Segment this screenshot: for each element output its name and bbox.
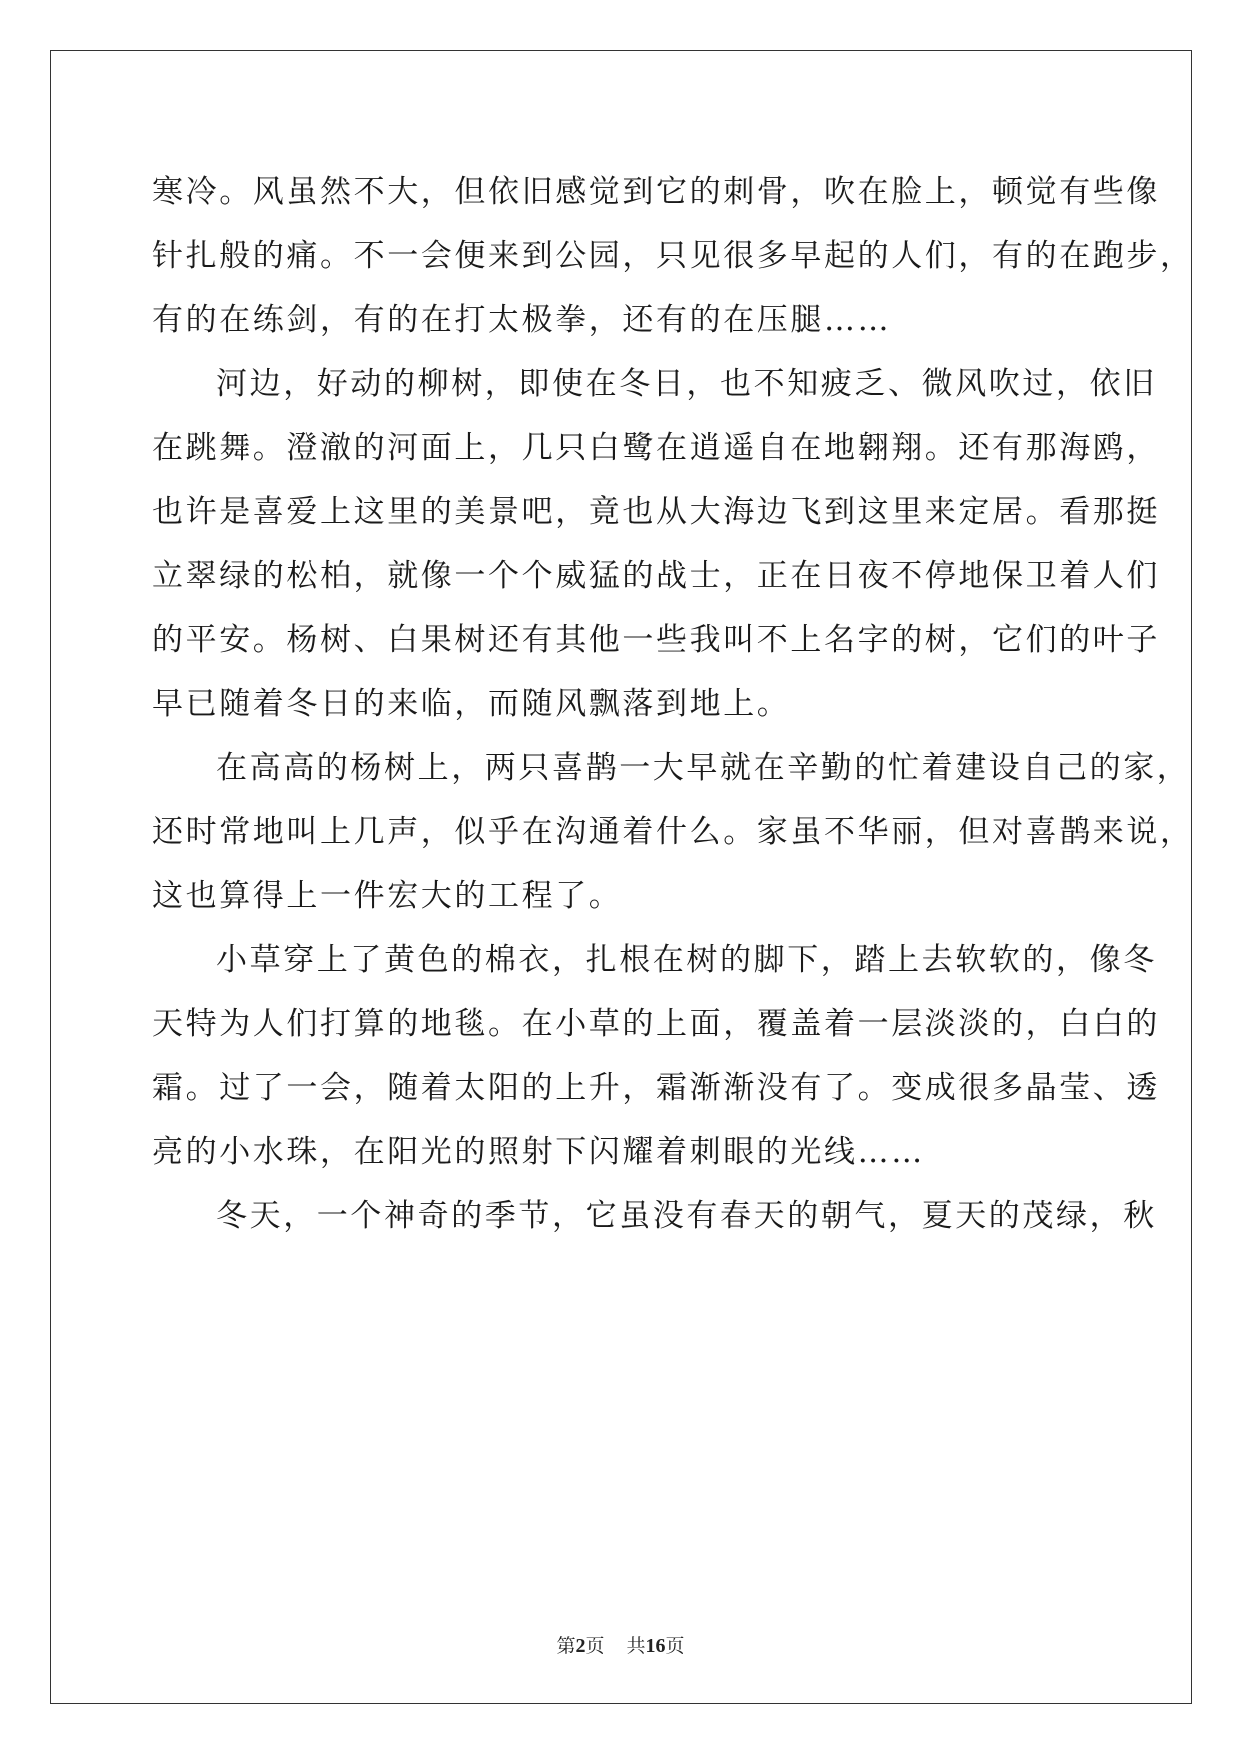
- text-line: 寒冷。风虽然不大，但依旧感觉到它的刺骨，吹在脸上，顿觉有些像: [152, 174, 1160, 210]
- total-unit: 页: [665, 1636, 685, 1657]
- paragraph-start-line: 冬天，一个神奇的季节，它虽没有春天的朝气，夏天的茂绿，秋: [216, 1198, 1157, 1234]
- text-line: 有的在练剑，有的在打太极拳，还有的在压腿……: [152, 302, 892, 338]
- text-line: 在跳舞。澄澈的河面上，几只白鹭在逍遥自在地翱翔。还有那海鸥，: [152, 430, 1160, 466]
- text-line: 针扎般的痛。不一会便来到公园，只见很多早起的人们，有的在跑步，: [152, 238, 1194, 274]
- text-line: 立翠绿的松柏，就像一个个威猛的战士，正在日夜不停地保卫着人们: [152, 558, 1160, 594]
- text-line: 的平安。杨树、白果树还有其他一些我叫不上名字的树，它们的叶子: [152, 622, 1160, 658]
- paragraph-start-line: 小草穿上了黄色的棉衣，扎根在树的脚下，踏上去软软的，像冬: [216, 942, 1157, 978]
- page-prefix: 第: [556, 1636, 576, 1657]
- paragraph-start-line: 河边，好动的柳树，即使在冬日，也不知疲乏、微风吹过，依旧: [216, 366, 1157, 402]
- page-footer: [0, 1631, 1241, 1658]
- text-line: 天特为人们打算的地毯。在小草的上面，覆盖着一层淡淡的，白白的: [152, 1006, 1160, 1042]
- text-line: 也许是喜爱上这里的美景吧，竟也从大海边飞到这里来定居。看那挺: [152, 494, 1160, 530]
- text-line: 霜。过了一会，随着太阳的上升，霜渐渐没有了。变成很多晶莹、透: [152, 1070, 1160, 1106]
- paragraph-start-line: 在高高的杨树上，两只喜鹊一大早就在辛勤的忙着建设自己的家，: [216, 750, 1191, 786]
- total-prefix: 共: [626, 1636, 646, 1657]
- text-line: 亮的小水珠，在阳光的照射下闪耀着刺眼的光线……: [152, 1134, 925, 1170]
- text-line: 这也算得上一件宏大的工程了。: [152, 878, 623, 914]
- text-line: 还时常地叫上几声，似乎在沟通着什么。家虽不华丽，但对喜鹊来说，: [152, 814, 1194, 850]
- page-number: 2: [575, 1635, 586, 1657]
- page-unit: 页: [585, 1636, 605, 1657]
- document-body: [152, 160, 1194, 1248]
- page-total: 16: [645, 1635, 666, 1657]
- text-line: 早已随着冬日的来临，而随风飘落到地上。: [152, 686, 791, 722]
